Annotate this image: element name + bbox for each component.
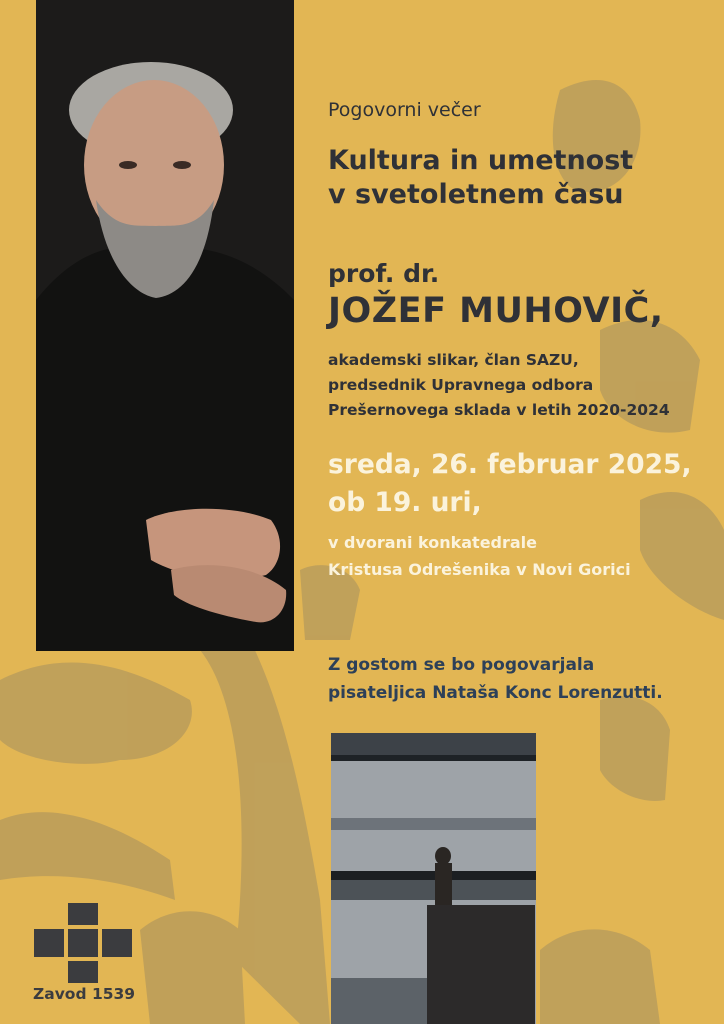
- portrait-illustration: [36, 0, 294, 651]
- landscape-illustration: [331, 733, 536, 1024]
- venue-line-2: Kristusa Odrešenika v Novi Gorici: [328, 560, 631, 579]
- date-line-1: sreda, 26. februar 2025,: [328, 449, 692, 480]
- event-title: [328, 144, 633, 212]
- venue-line-1: v dvorani konkatedrale: [328, 533, 538, 552]
- event-type: Pogovorni večer: [328, 99, 481, 121]
- bio-line-3: Prešernovega sklada v letih 2020-2024: [328, 401, 670, 419]
- title-line-2: v svetoletnem času: [328, 179, 624, 210]
- event-date: [328, 446, 692, 522]
- speaker-bio: [328, 348, 670, 423]
- guest-line-2: pisateljica Nataša Konc Lorenzutti.: [328, 683, 663, 703]
- zavod-logo-icon: [34, 903, 134, 983]
- speaker-name: JOŽEF MUHOVIČ,: [328, 291, 664, 331]
- portrait-photo: [36, 0, 294, 651]
- speaker-title: prof. dr.: [328, 259, 440, 288]
- event-venue: [328, 529, 631, 583]
- organizer-name: Zavod 1539: [33, 985, 136, 1003]
- bio-line-1: akademski slikar, član SAZU,: [328, 351, 579, 369]
- title-line-1: Kultura in umetnost: [328, 145, 634, 176]
- landscape-photo: [331, 733, 536, 1024]
- bio-line-2: predsednik Upravnega odbora: [328, 376, 594, 394]
- guest-line-1: Z gostom se bo pogovarjala: [328, 655, 595, 675]
- date-line-2: ob 19. uri,: [328, 487, 482, 518]
- guest-note: [328, 651, 663, 707]
